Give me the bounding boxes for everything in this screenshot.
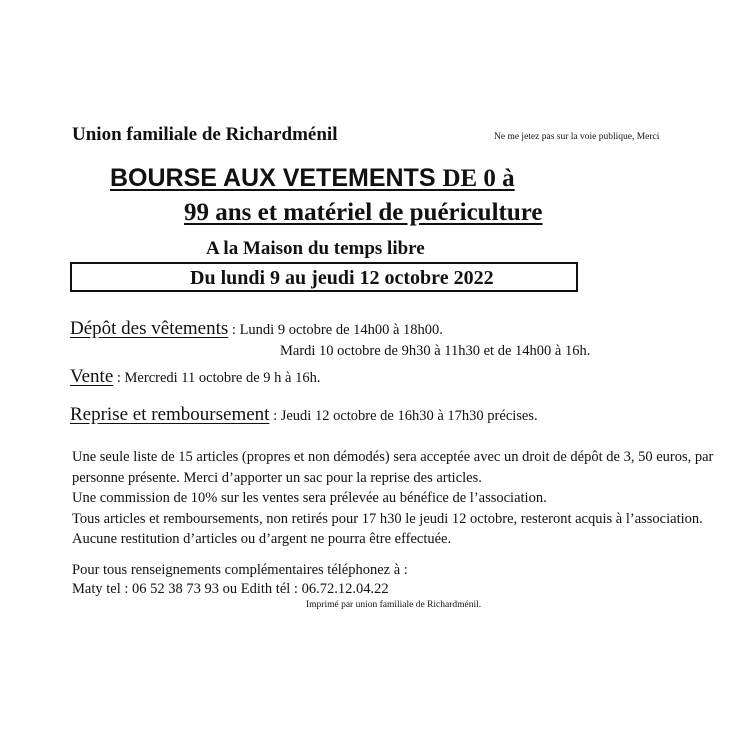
rules-paragraph-1: Une seule liste de 15 articles (propres et non démodés) sera acceptée avec un droit de dépôt de 3, 50 euros, par personne présente. Merci d’apporter un sac pour la reprise des articles. (72, 449, 714, 486)
reprise-text: : Jeudi 12 octobre de 16h30 à 17h30 précises. (269, 408, 538, 424)
disposal-notice: Ne me jetez pas sur la voie publique, Merci (494, 132, 660, 142)
depot-line2: Mardi 10 octobre de 9h30 à 11h30 et de 14h00 à 16h. (280, 343, 591, 359)
rules-paragraph-2: Une commission de 10% sur les ventes sera prélevée au bénéfice de l’association. (72, 490, 547, 506)
main-title-line1 (110, 164, 515, 193)
contact-line-2: Maty tel : 06 52 38 73 93 ou Edith tél : 06.72.12.04.22 (72, 581, 389, 597)
reprise-row (70, 404, 538, 426)
printed-by: Imprimé par union familiale de Richardménil. (306, 600, 482, 610)
depot-line1: : Lundi 9 octobre de 14h00 à 18h00. (228, 322, 443, 338)
contact-line-1: Pour tous renseignements complémentaires téléphonez à : (72, 562, 408, 578)
organization-name: Union familiale de Richardménil (72, 124, 338, 145)
depot-row (70, 318, 443, 340)
depot-label: Dépôt des vêtements (70, 318, 229, 339)
contact-block (72, 561, 408, 599)
vente-text: : Mercredi 11 octobre de 9 h à 16h. (113, 370, 321, 386)
vente-row (70, 366, 321, 388)
rules-paragraph-3: Tous articles et remboursements, non retirés pour 17 h30 le jeudi 12 octobre, resteront acquis à l’association. Aucune restitution d’articles ou d’argent ne pourra être effectuée. (72, 510, 703, 547)
reprise-label: Reprise et remboursement (70, 404, 270, 425)
event-dates: Du lundi 9 au jeudi 12 octobre 2022 (190, 267, 494, 289)
main-title-line2: 99 ans et matériel de puériculture (184, 199, 543, 226)
title-line1-part-a: BOURSE AUX VETEMENTS (110, 164, 443, 192)
venue: A la Maison du temps libre (206, 238, 425, 259)
vente-label: Vente (70, 366, 114, 387)
rules-block (72, 447, 739, 550)
title-line1-part-b: DE 0 à (442, 165, 515, 192)
